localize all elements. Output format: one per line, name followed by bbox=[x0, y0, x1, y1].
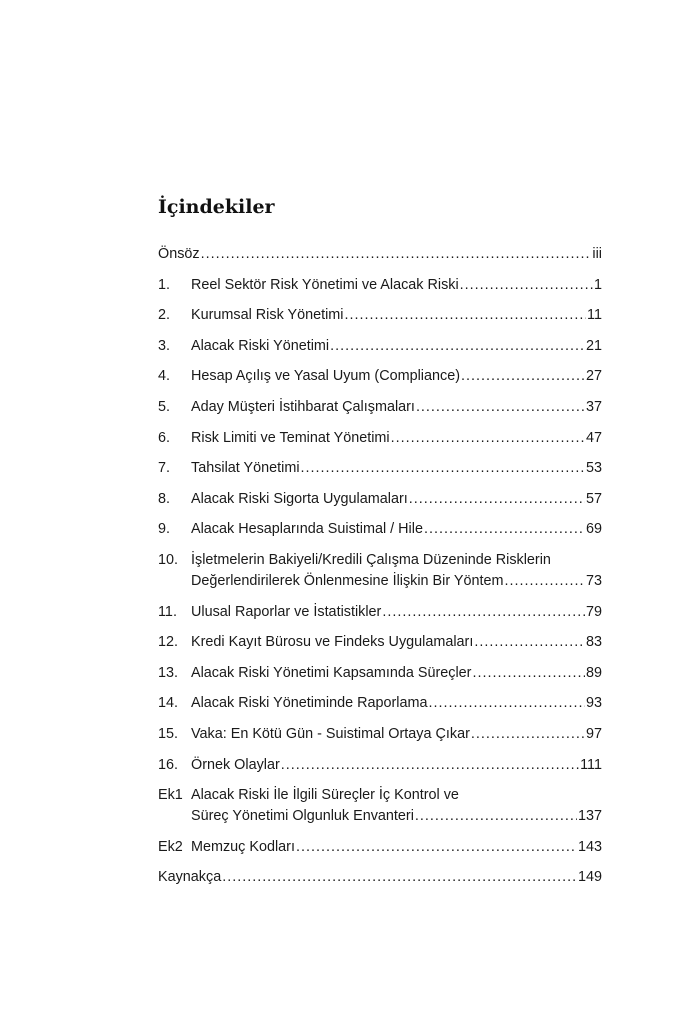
toc-leader-dots bbox=[345, 305, 587, 326]
toc-entry-number: 5. bbox=[158, 398, 171, 415]
toc-leader-dots bbox=[424, 519, 585, 540]
toc-entry bbox=[158, 663, 602, 684]
toc-entry-number: 16. bbox=[158, 756, 179, 773]
toc-entry-number: 11. bbox=[158, 603, 177, 620]
toc-entry bbox=[158, 275, 602, 296]
toc-leader-dots bbox=[416, 397, 585, 418]
toc-page-number: 137 bbox=[577, 808, 602, 825]
toc-entry-title: Kredi Kayıt Bürosu ve Findeks Uygulamaları bbox=[191, 634, 474, 651]
toc-entry-number: 3. bbox=[158, 337, 171, 354]
toc-entry-title: Örnek Olaylar bbox=[191, 756, 280, 773]
toc-leader-dots bbox=[301, 458, 585, 479]
toc-entry-title: Aday Müşteri İstihbarat Çalışmaları bbox=[191, 398, 415, 415]
toc-entry bbox=[158, 244, 602, 265]
toc-entry bbox=[158, 336, 602, 357]
toc-entry-number: 8. bbox=[158, 490, 171, 507]
toc-page-number: 149 bbox=[577, 869, 602, 886]
toc-entry-title: Hesap Açılış ve Yasal Uyum (Compliance) bbox=[191, 368, 460, 385]
toc-page-number: 27 bbox=[585, 368, 602, 385]
toc-entry-number: 13. bbox=[158, 664, 179, 681]
toc-page-number: 83 bbox=[585, 634, 602, 651]
toc-entry-number: 7. bbox=[158, 460, 171, 477]
toc-leader-dots bbox=[391, 428, 585, 449]
toc-entry-title: Tahsilat Yönetimi bbox=[191, 460, 300, 477]
toc-entry bbox=[158, 867, 602, 888]
toc-leader-dots bbox=[460, 275, 593, 296]
toc-entry bbox=[158, 755, 602, 776]
toc-page-number: 111 bbox=[580, 756, 602, 773]
toc-page-number: 1 bbox=[593, 276, 602, 293]
toc-entry bbox=[158, 519, 602, 540]
toc-entry-title: Değerlendirilerek Önlenmesine İlişkin Bir Yöntem bbox=[191, 572, 504, 589]
toc-page-number: 21 bbox=[585, 337, 602, 354]
toc-leader-dots bbox=[330, 336, 585, 357]
toc-entry bbox=[158, 305, 602, 326]
toc-entry bbox=[158, 693, 602, 714]
toc-entry-title: Alacak Riski Sigorta Uygulamaları bbox=[191, 490, 408, 507]
toc-leader-dots bbox=[429, 693, 585, 714]
toc-page-number: 93 bbox=[585, 695, 602, 712]
toc-leader-dots bbox=[461, 366, 585, 387]
toc-entry-title: Memzuç Kodları bbox=[191, 838, 295, 855]
toc-entry bbox=[158, 458, 602, 479]
toc-entry-number: 2. bbox=[158, 307, 171, 324]
toc-entry-title: Kaynakça bbox=[158, 869, 222, 886]
toc-entry-title: Alacak Riski Yönetimi bbox=[191, 337, 330, 354]
toc-entry-number: 15. bbox=[158, 725, 179, 742]
toc-page-number: 97 bbox=[585, 725, 602, 742]
toc-page-number: 53 bbox=[585, 460, 602, 477]
toc-entry-title: Alacak Riski İle İlgili Süreçler İç Kontrol ve bbox=[191, 787, 459, 804]
toc-entry bbox=[158, 837, 602, 858]
toc-entry bbox=[158, 785, 602, 827]
toc-entry-number: 12. bbox=[158, 634, 179, 651]
toc-entry bbox=[158, 724, 602, 745]
toc-page-number: 11 bbox=[587, 307, 602, 324]
toc-page-number: 89 bbox=[585, 664, 602, 681]
toc-entry bbox=[158, 366, 602, 387]
toc-entry-title: İşletmelerin Bakiyeli/Kredili Çalışma Düzeninde Risklerin bbox=[191, 551, 551, 568]
toc-entry-title: Vaka: En Kötü Gün - Suistimal Ortaya Çıkar bbox=[191, 725, 470, 742]
toc-leader-dots bbox=[471, 724, 585, 745]
toc-leader-dots bbox=[472, 663, 585, 684]
toc-entry-number: 6. bbox=[158, 429, 171, 446]
toc-entry bbox=[158, 550, 602, 592]
toc-entry bbox=[158, 602, 602, 623]
toc-entry-title: Önsöz bbox=[158, 246, 200, 262]
table-of-contents bbox=[158, 244, 602, 888]
toc-entry bbox=[158, 632, 602, 653]
toc-page-number: 79 bbox=[585, 603, 602, 620]
toc-entry-number: 14. bbox=[158, 695, 179, 712]
toc-page-number: 37 bbox=[585, 398, 602, 415]
toc-page-number: 143 bbox=[577, 838, 602, 855]
toc-page-number: iii bbox=[592, 246, 602, 262]
toc-page-number: 47 bbox=[585, 429, 602, 446]
toc-leader-dots bbox=[474, 632, 585, 653]
toc-entry-number: 9. bbox=[158, 521, 171, 538]
toc-leader-dots bbox=[222, 867, 577, 888]
toc-entry-number: 4. bbox=[158, 368, 171, 385]
toc-entry-number: 1. bbox=[158, 276, 171, 293]
toc-page-number: 73 bbox=[585, 572, 602, 589]
toc-entry-title: Reel Sektör Risk Yönetimi ve Alacak Riski bbox=[191, 276, 459, 293]
toc-entry-title: Ulusal Raporlar ve İstatistikler bbox=[191, 603, 382, 620]
toc-leader-dots bbox=[201, 244, 592, 265]
toc-entry-title: Kurumsal Risk Yönetimi bbox=[191, 307, 344, 324]
toc-entry-title: Risk Limiti ve Teminat Yönetimi bbox=[191, 429, 390, 446]
toc-page-number: 69 bbox=[585, 521, 602, 538]
page-title: İçindekiler bbox=[158, 196, 275, 218]
toc-leader-dots bbox=[281, 755, 579, 776]
toc-leader-dots bbox=[296, 837, 577, 858]
toc-entry-number: Ek1 bbox=[158, 787, 183, 804]
toc-entry-title: Süreç Yönetimi Olgunluk Envanteri bbox=[191, 808, 414, 825]
toc-entry-title: Alacak Hesaplarında Suistimal / Hile bbox=[191, 521, 423, 538]
toc-leader-dots bbox=[504, 571, 585, 592]
toc-entry-number: Ek2 bbox=[158, 838, 183, 855]
toc-entry bbox=[158, 489, 602, 510]
toc-leader-dots bbox=[415, 806, 577, 827]
toc-entry bbox=[158, 397, 602, 418]
toc-page-number: 57 bbox=[585, 490, 602, 507]
toc-entry bbox=[158, 428, 602, 449]
toc-leader-dots bbox=[382, 602, 585, 623]
toc-entry-title: Alacak Riski Yönetiminde Raporlama bbox=[191, 695, 428, 712]
toc-leader-dots bbox=[409, 489, 585, 510]
toc-entry-title: Alacak Riski Yönetimi Kapsamında Süreçler bbox=[191, 664, 472, 681]
toc-entry-number: 10. bbox=[158, 551, 179, 568]
